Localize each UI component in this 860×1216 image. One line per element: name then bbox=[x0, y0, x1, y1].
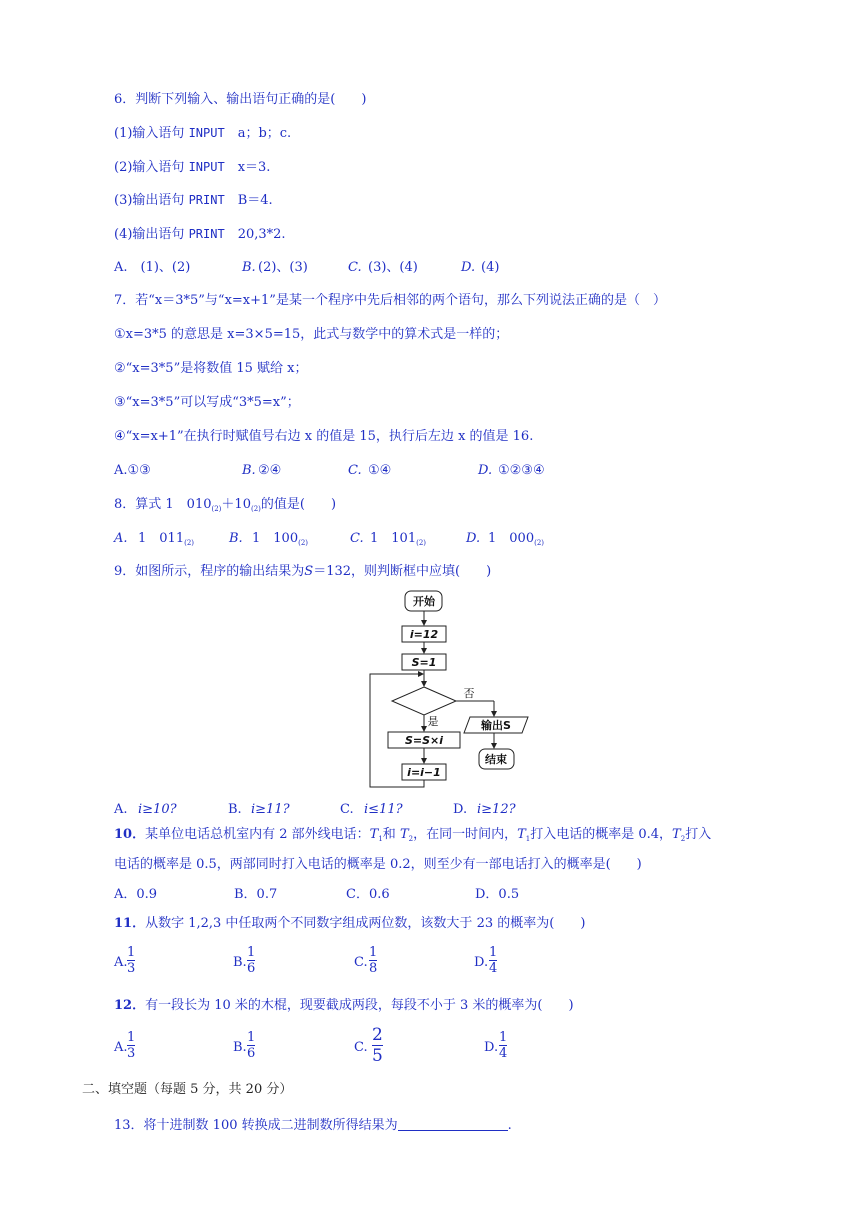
q9-options: A. i≥10? B. i≥11? C. i≤11? D. i≥12? bbox=[114, 802, 516, 817]
q6-item-2: (2)输入语句 INPUT x＝3. bbox=[114, 160, 271, 175]
flowchart bbox=[360, 588, 550, 792]
q11-stem: 11．从数字 1,2,3 中任取两个不同数字组成两位数，该数大于 23 的概率为( ) bbox=[114, 916, 586, 931]
q6-item-4: (4)输出语句 PRINT 20,3*2. bbox=[114, 227, 286, 242]
q12-option-c-fraction: 2 5 bbox=[372, 1025, 383, 1066]
q7-statement-3: ③“x=3*5”可以写成“3*5=x”； bbox=[114, 395, 300, 410]
q7-options: A.①③ B. ②④ C. ①④ D. ①②③④ bbox=[114, 463, 545, 478]
q12-stem: 12．有一段长为 10 米的木棍，现要截成两段，每段不小于 3 米的概率为( ) bbox=[114, 998, 574, 1013]
q7-statement-1: ①x=3*5 的意思是 x=3×5=15，此式与数学中的算术式是一样的； bbox=[114, 327, 509, 342]
flow-start-label: 开始 bbox=[413, 595, 435, 608]
flow-yes-label: 是 bbox=[427, 715, 439, 728]
section-heading-fill-in: 二、填空题（每题 5 分，共 20 分） bbox=[82, 1082, 293, 1097]
q6-item-1: (1)输入语句 INPUT a；b；c. bbox=[114, 126, 292, 141]
flow-output-label: 输出S bbox=[481, 719, 511, 732]
q10-line-2: 电话的概率是 0.5，两部同时打入电话的概率是 0.2，则至少有一部电话打入的概率是( ) bbox=[114, 857, 642, 872]
q7-statement-2: ②“x=3*5”是将数值 15 赋给 x； bbox=[114, 361, 308, 376]
flow-decision bbox=[392, 687, 456, 715]
q13-stem: 13．将十进制数 100 转换成二进制数所得结果为 . bbox=[114, 1118, 512, 1133]
q11-option-a-fraction: 1 3 bbox=[127, 945, 136, 976]
q9-stem: 9．如图所示，程序的输出结果为S＝132，则判断框中应填( ) bbox=[114, 564, 492, 579]
q7-stem: 7．若“x＝3*5”与“x=x+1”是某一个程序中先后相邻的两个语句，那么下列说法正确的是（ ） bbox=[114, 293, 666, 308]
q12-option-b-fraction: 1 6 bbox=[247, 1030, 256, 1061]
q11-option-b-fraction: 1 6 bbox=[247, 945, 256, 976]
q10-options: A．0.9 B．0.7 C．0.6 D．0.5 bbox=[114, 887, 520, 902]
flow-init-s-label: S=1 bbox=[411, 656, 437, 669]
flow-no-label: 否 bbox=[463, 687, 475, 700]
flow-body-label: S=S×i bbox=[404, 734, 444, 747]
q12-option-a-fraction: 1 3 bbox=[127, 1030, 136, 1061]
flow-dec-label: i=i−1 bbox=[407, 766, 441, 779]
q6-options: A. (1)、(2) B. (2)、(3) C. (3)、(4) D. (4) bbox=[114, 260, 500, 275]
q8-stem: 8．算式 1 $010_{(2)}+10_{(2)}$的值是( ) bbox=[114, 497, 337, 513]
flow-end-label: 结束 bbox=[485, 753, 507, 766]
q12-option-d-fraction: 1 4 bbox=[499, 1030, 508, 1061]
q11-option-c-fraction: 1 8 bbox=[369, 945, 378, 976]
q11-option-d-fraction: 1 4 bbox=[489, 945, 498, 976]
q6-item-3: (3)输出语句 PRINT B＝4. bbox=[114, 193, 273, 208]
q10-line-1: 10．某单位电话总机室内有 2 部外线电话：$T_1$和 $T_2$，在同一时间内，$T_1$打入电话的概率是 0.4，$T_2$打入 bbox=[114, 827, 712, 843]
q7-statement-4: ④“x=x+1”在执行时赋值号右边 x 的值是 15，执行后左边 x 的值是 16. bbox=[114, 429, 534, 444]
q8-options: A. 1 $011_{(2)}$ B. 1 $100_{(2)}$ C. 1 $101_{(2)}$ D. 1 $000_{(2)}$ bbox=[114, 531, 545, 547]
q13-answer-blank bbox=[398, 1118, 508, 1131]
q6-stem: 6．判断下列输入、输出语句正确的是( ) bbox=[114, 92, 367, 107]
flow-init-i-label: i=12 bbox=[409, 628, 439, 641]
